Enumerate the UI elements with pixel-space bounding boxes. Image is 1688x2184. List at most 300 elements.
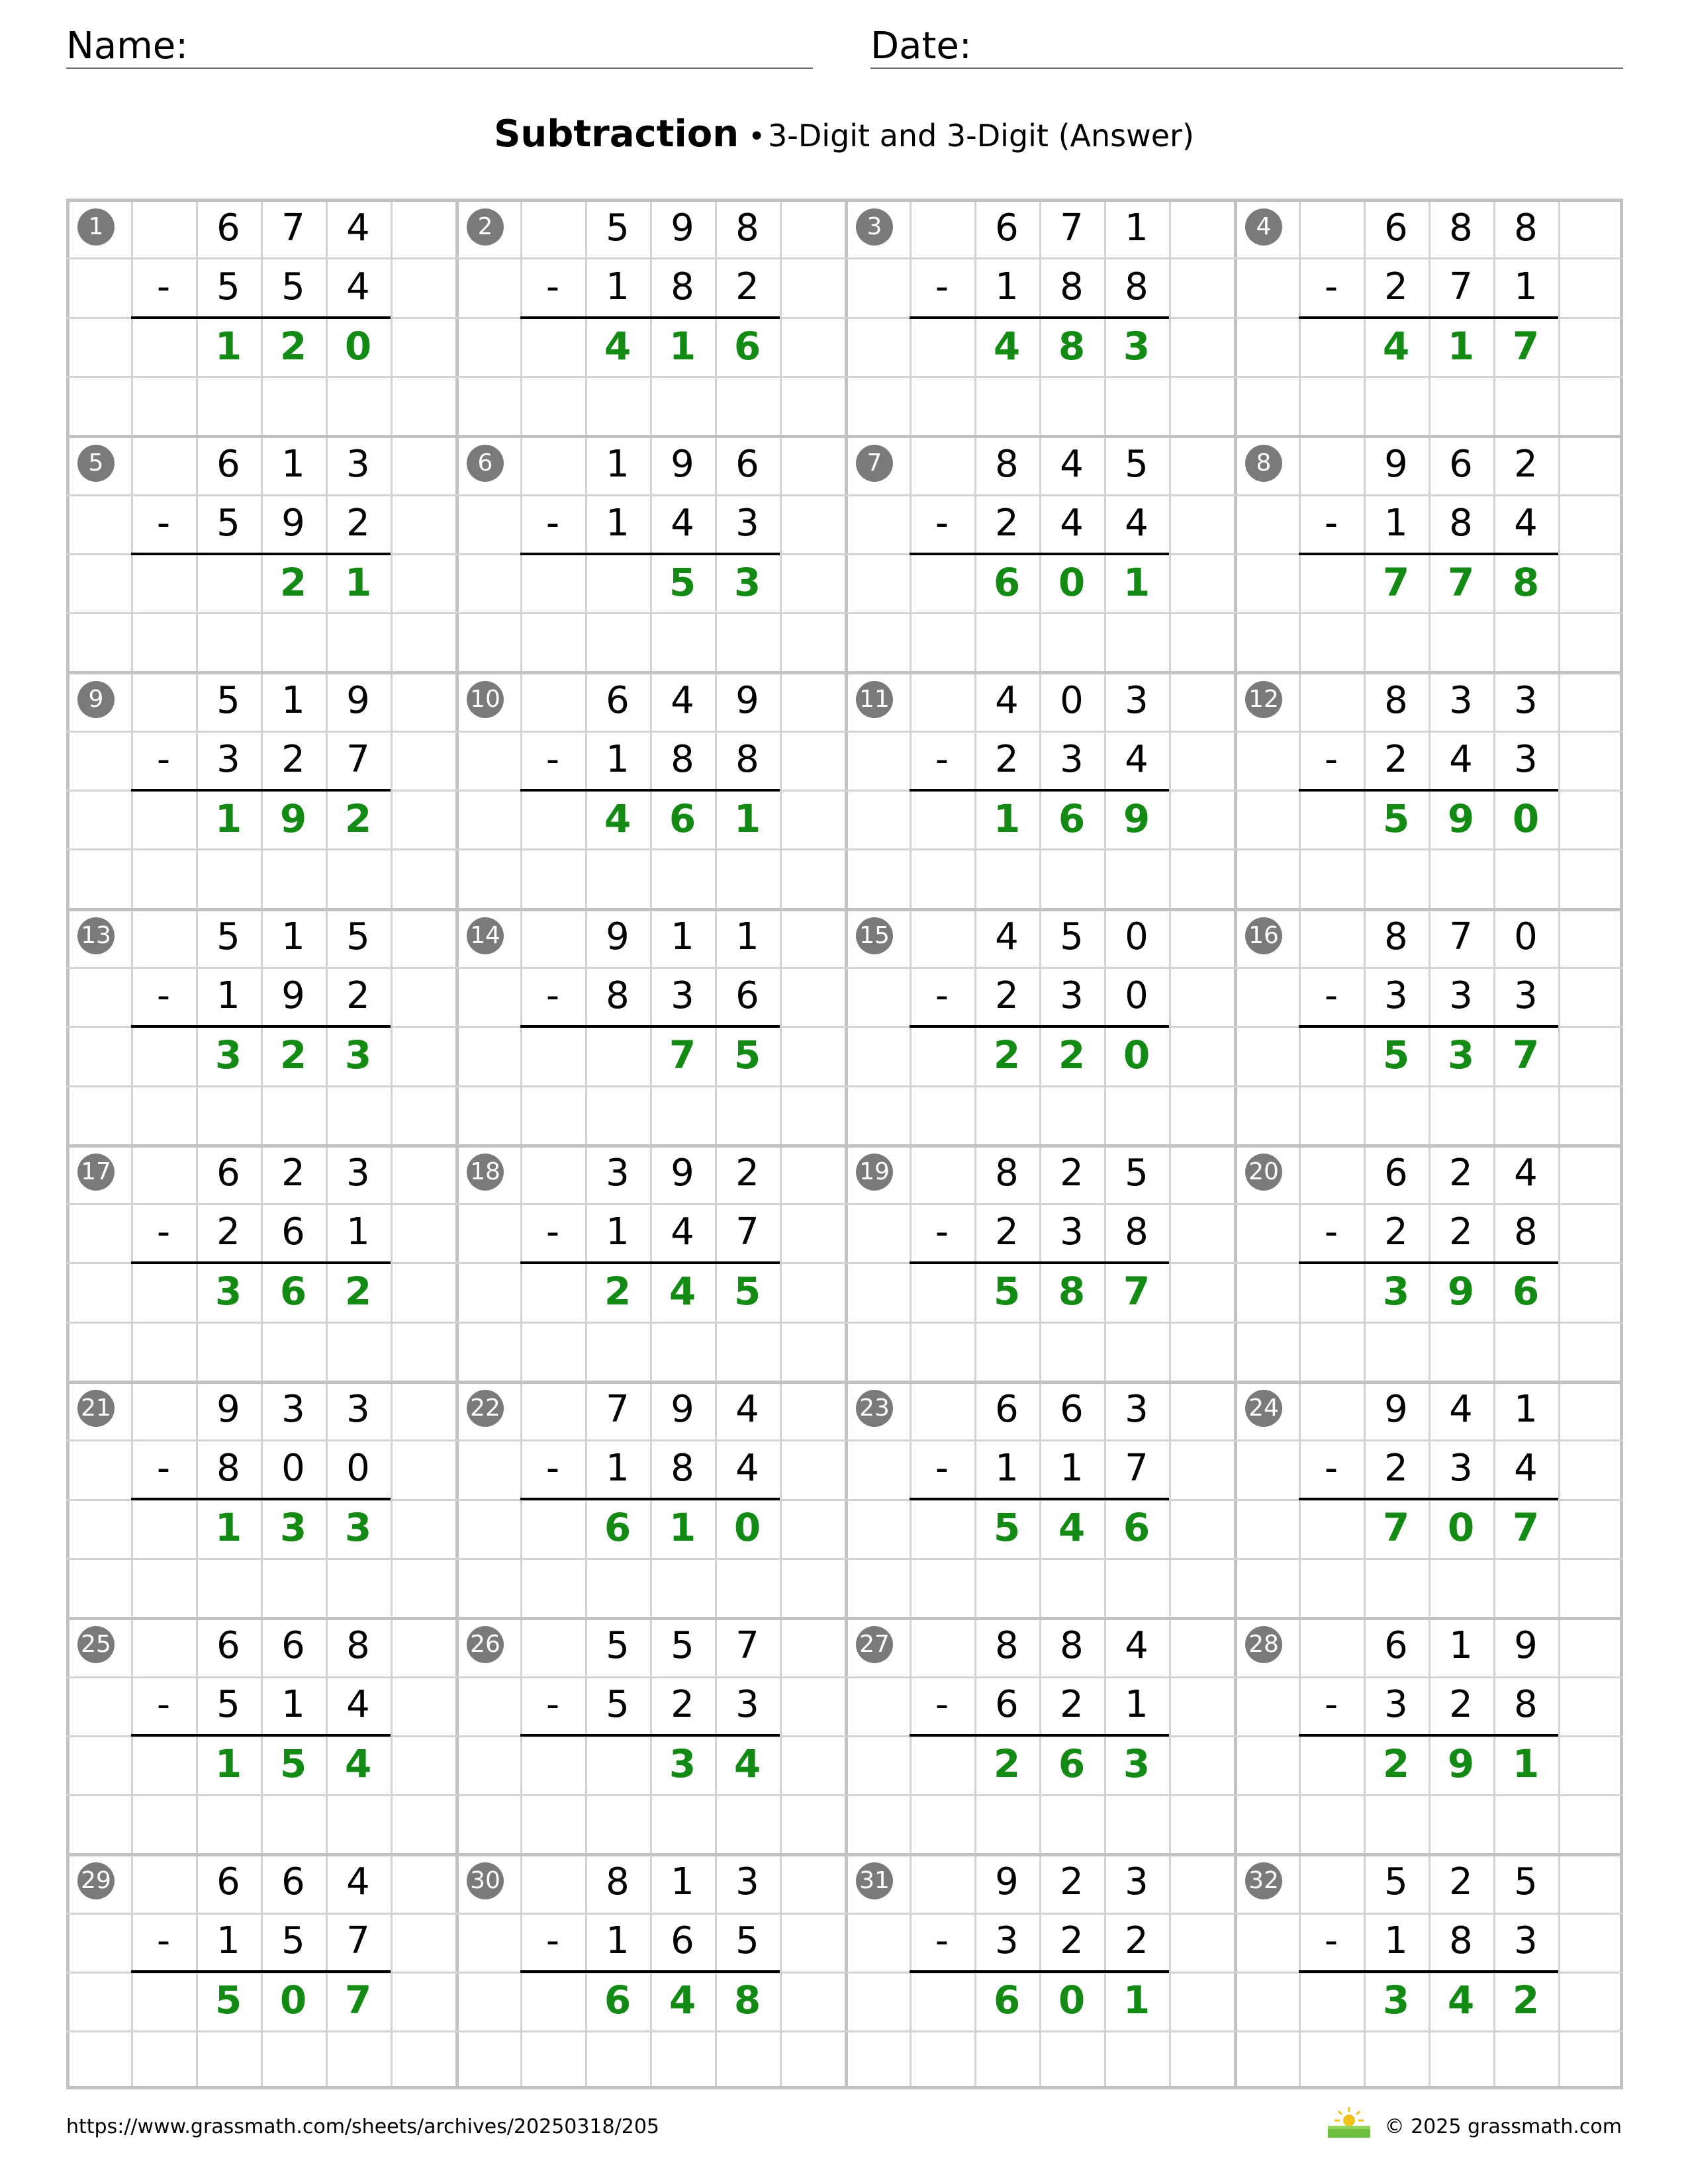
minuend-digit: 5 — [1514, 1860, 1538, 1903]
minuend-digit: 9 — [606, 915, 630, 958]
minus-sign: - — [156, 738, 171, 781]
answer-line — [131, 1498, 391, 1500]
subtrahend-digit: 4 — [346, 265, 370, 308]
subtrahend-digit: 3 — [995, 1919, 1019, 1962]
minuend-digit: 6 — [281, 1624, 305, 1667]
subtrahend-digit: 1 — [606, 1447, 630, 1490]
subtrahend-digit: 1 — [1060, 1447, 1084, 1490]
minuend-digit: 6 — [606, 679, 630, 722]
minuend-digit: 6 — [216, 1624, 240, 1667]
answer-digit[interactable]: 9 — [279, 796, 307, 841]
minuend-digit: 7 — [281, 206, 305, 250]
answer-digit[interactable]: 3 — [1123, 324, 1150, 369]
answer-line — [910, 553, 1169, 555]
answer-line — [1299, 1498, 1558, 1500]
answer-digit[interactable]: 2 — [604, 1269, 632, 1314]
subtrahend-digit: 4 — [671, 1210, 694, 1253]
minus-sign: - — [545, 1210, 560, 1253]
minus-sign: - — [156, 1919, 171, 1962]
answer-digit[interactable]: 7 — [1512, 1032, 1540, 1077]
answer-digit[interactable]: 5 — [214, 1978, 242, 2023]
minuend-digit: 3 — [1125, 1388, 1149, 1431]
name-line[interactable] — [66, 68, 813, 69]
minuend-digit: 9 — [216, 1388, 240, 1431]
minuend-digit: 2 — [1514, 443, 1538, 486]
minuend-digit: 2 — [1449, 1860, 1473, 1903]
minuend-digit: 1 — [281, 679, 305, 722]
minus-sign: - — [935, 738, 949, 781]
problem-2 — [455, 199, 845, 435]
answer-digit[interactable]: 8 — [1512, 560, 1540, 605]
subtrahend-digit: 6 — [281, 1210, 305, 1253]
minuend-digit: 4 — [346, 1860, 370, 1903]
answer-digit[interactable]: 3 — [1447, 1032, 1475, 1077]
minuend-digit: 6 — [1384, 1624, 1408, 1667]
subtrahend-digit: 1 — [606, 502, 630, 545]
answer-digit[interactable]: 5 — [1382, 796, 1410, 841]
answer-digit[interactable]: 0 — [1123, 1032, 1150, 1077]
answer-digit[interactable]: 1 — [344, 560, 372, 605]
minus-sign: - — [1324, 974, 1338, 1017]
answer-digit[interactable]: 5 — [1382, 1032, 1410, 1077]
problem-number-badge: 29 — [77, 1862, 115, 1899]
subtrahend-digit: 8 — [1514, 1683, 1538, 1726]
answer-digit[interactable]: 1 — [1123, 1978, 1150, 2023]
answer-digit[interactable]: 3 — [214, 1269, 242, 1314]
answer-digit[interactable]: 1 — [1447, 324, 1475, 369]
minus-sign: - — [156, 974, 171, 1017]
problem-number-badge: 26 — [467, 1626, 504, 1663]
minuend-digit: 2 — [735, 1152, 759, 1195]
answer-digit[interactable]: 4 — [669, 1269, 696, 1314]
answer-digit[interactable]: 4 — [604, 324, 632, 369]
minus-sign: - — [935, 1210, 949, 1253]
title-bullet: • — [748, 120, 766, 154]
answer-line — [1299, 1734, 1558, 1737]
problem-number-badge: 1 — [77, 208, 115, 246]
minus-sign: - — [1324, 1683, 1338, 1726]
answer-digit[interactable]: 4 — [669, 1978, 696, 2023]
problem-number-badge: 17 — [77, 1154, 115, 1191]
minuend-digit: 4 — [346, 206, 370, 250]
subtrahend-digit: 2 — [346, 974, 370, 1017]
subtrahend-digit: 4 — [1514, 1447, 1538, 1490]
answer-digit[interactable]: 0 — [1447, 1505, 1475, 1550]
answer-digit[interactable]: 3 — [214, 1032, 242, 1077]
minuend-digit: 1 — [1514, 1388, 1538, 1431]
minuend-digit: 0 — [1125, 915, 1149, 958]
subtrahend-digit: 5 — [216, 265, 240, 308]
minuend-digit: 7 — [1449, 915, 1473, 958]
grass-sun-logo-icon — [1324, 2106, 1374, 2139]
subtrahend-digit: 4 — [346, 1683, 370, 1726]
answer-digit[interactable]: 5 — [733, 1269, 761, 1314]
minuend-digit: 4 — [1060, 443, 1084, 486]
minuend-digit: 8 — [1514, 206, 1538, 250]
answer-digit[interactable]: 3 — [1382, 1978, 1410, 2023]
minuend-digit: 7 — [1060, 206, 1084, 250]
problem-22 — [455, 1380, 845, 1616]
answer-digit[interactable]: 2 — [279, 1032, 307, 1077]
subtrahend-digit: 3 — [735, 1683, 759, 1726]
minuend-digit: 1 — [671, 1860, 694, 1903]
problem-29 — [66, 1852, 455, 2089]
answer-line — [1299, 1970, 1558, 1973]
subtrahend-digit: 5 — [606, 1683, 630, 1726]
minuend-digit: 8 — [606, 1860, 630, 1903]
answer-line — [520, 553, 780, 555]
answer-digit[interactable]: 7 — [1382, 560, 1410, 605]
minuend-digit: 1 — [735, 915, 759, 958]
minuend-digit: 6 — [216, 1860, 240, 1903]
title-subtitle: 3-Digit and 3-Digit (Answer) — [768, 118, 1194, 154]
subtrahend-digit: 8 — [671, 1447, 694, 1490]
minuend-digit: 6 — [735, 443, 759, 486]
minuend-digit: 9 — [671, 1152, 694, 1195]
problem-12 — [1234, 671, 1623, 907]
minuend-digit: 7 — [735, 1624, 759, 1667]
subtrahend-digit: 7 — [346, 738, 370, 781]
answer-digit[interactable]: 0 — [733, 1505, 761, 1550]
page-title — [0, 113, 1688, 156]
answer-digit[interactable]: 3 — [344, 1505, 372, 1550]
minuend-digit: 5 — [216, 915, 240, 958]
minuend-digit: 3 — [1125, 679, 1149, 722]
answer-digit[interactable]: 1 — [1512, 1741, 1540, 1786]
minuend-digit: 3 — [1514, 679, 1538, 722]
answer-digit[interactable] — [585, 1735, 650, 1794]
problem-27 — [845, 1616, 1234, 1852]
answer-digit[interactable]: 6 — [993, 1978, 1021, 2023]
minuend-digit: 8 — [735, 206, 759, 250]
subtrahend-digit: 6 — [995, 1683, 1019, 1726]
problem-16 — [1234, 907, 1623, 1144]
problem-32 — [1234, 1852, 1623, 2089]
subtrahend-digit: 1 — [606, 1210, 630, 1253]
minuend-digit: 4 — [671, 679, 694, 722]
answer-digit[interactable]: 1 — [214, 1505, 242, 1550]
answer-digit[interactable]: 0 — [1058, 1978, 1086, 2023]
problem-10 — [455, 671, 845, 907]
footer-url[interactable]: https://www.grassmath.com/sheets/archives/20250318/205 — [66, 2115, 660, 2138]
answer-digit[interactable]: 6 — [1123, 1505, 1150, 1550]
subtrahend-digit: 3 — [1514, 738, 1538, 781]
minus-sign: - — [935, 265, 949, 308]
problem-17 — [66, 1144, 455, 1380]
minuend-digit: 5 — [1384, 1860, 1408, 1903]
answer-digit[interactable]: 2 — [1512, 1978, 1540, 2023]
minuend-digit: 2 — [1449, 1152, 1473, 1195]
answer-digit[interactable]: 0 — [279, 1978, 307, 2023]
problem-15 — [845, 907, 1234, 1144]
minus-sign: - — [1324, 265, 1338, 308]
problem-number-badge: 31 — [856, 1862, 893, 1899]
minuend-digit: 5 — [671, 1624, 694, 1667]
subtrahend-digit: 4 — [1449, 738, 1473, 781]
minuend-digit: 2 — [281, 1152, 305, 1195]
problem-24 — [1234, 1380, 1623, 1616]
subtrahend-digit: 1 — [216, 974, 240, 1017]
minuend-digit: 5 — [606, 1624, 630, 1667]
answer-digit[interactable]: 0 — [344, 324, 372, 369]
date-line[interactable] — [870, 68, 1623, 69]
problem-9 — [66, 671, 455, 907]
subtrahend-digit: 7 — [346, 1919, 370, 1962]
subtrahend-digit: 2 — [346, 502, 370, 545]
problem-number-badge: 8 — [1245, 445, 1282, 482]
subtrahend-digit: 1 — [1514, 265, 1538, 308]
minus-sign: - — [545, 265, 560, 308]
answer-digit[interactable]: 7 — [1447, 560, 1475, 605]
answer-digit[interactable]: 6 — [669, 796, 696, 841]
minuend-digit: 8 — [346, 1624, 370, 1667]
minus-sign: - — [935, 974, 949, 1017]
minuend-digit: 2 — [1060, 1860, 1084, 1903]
subtrahend-digit: 9 — [281, 974, 305, 1017]
minuend-digit: 5 — [606, 206, 630, 250]
subtrahend-digit: 3 — [1514, 1919, 1538, 1962]
subtrahend-digit: 2 — [995, 738, 1019, 781]
subtrahend-digit: 1 — [281, 1683, 305, 1726]
subtrahend-digit: 4 — [1514, 502, 1538, 545]
subtrahend-digit: 2 — [1125, 1919, 1149, 1962]
answer-digit[interactable]: 4 — [1058, 1505, 1086, 1550]
answer-digit[interactable]: 7 — [1382, 1505, 1410, 1550]
minuend-digit: 5 — [216, 679, 240, 722]
minuend-digit: 8 — [995, 1152, 1019, 1195]
date-label: Date: — [870, 24, 972, 68]
answer-digit[interactable]: 5 — [993, 1269, 1021, 1314]
answer-digit[interactable]: 2 — [344, 796, 372, 841]
minuend-digit: 1 — [281, 915, 305, 958]
answer-digit[interactable]: 1 — [993, 796, 1021, 841]
minuend-digit: 9 — [735, 679, 759, 722]
answer-digit[interactable]: 5 — [669, 560, 696, 605]
answer-digit[interactable]: 0 — [1512, 796, 1540, 841]
answer-digit[interactable]: 9 — [1447, 1741, 1475, 1786]
subtrahend-digit: 7 — [1449, 265, 1473, 308]
answer-line — [1299, 1025, 1558, 1028]
answer-digit[interactable]: 2 — [1058, 1032, 1086, 1077]
minuend-digit: 9 — [995, 1860, 1019, 1903]
answer-digit[interactable]: 2 — [344, 1269, 372, 1314]
subtrahend-digit: 4 — [735, 1447, 759, 1490]
answer-digit[interactable] — [196, 553, 261, 612]
answer-digit[interactable]: 4 — [993, 324, 1021, 369]
answer-digit[interactable]: 1 — [214, 324, 242, 369]
minus-sign: - — [156, 1683, 171, 1726]
problem-31 — [845, 1852, 1234, 2089]
minuend-digit: 6 — [281, 1860, 305, 1903]
subtrahend-digit: 2 — [1384, 1447, 1408, 1490]
subtrahend-digit: 9 — [281, 502, 305, 545]
answer-line — [131, 553, 391, 555]
answer-digit[interactable]: 6 — [1512, 1269, 1540, 1314]
answer-digit[interactable]: 0 — [1058, 560, 1086, 605]
answer-digit[interactable] — [585, 553, 650, 612]
answer-digit[interactable]: 7 — [669, 1032, 696, 1077]
minuend-digit: 1 — [1125, 206, 1149, 250]
answer-digit[interactable]: 3 — [1382, 1269, 1410, 1314]
minuend-digit: 1 — [1449, 1624, 1473, 1667]
minuend-digit: 7 — [606, 1388, 630, 1431]
minus-sign: - — [156, 502, 171, 545]
subtrahend-digit: 6 — [735, 974, 759, 1017]
subtrahend-digit: 3 — [735, 502, 759, 545]
problem-30 — [455, 1852, 845, 2089]
answer-digit[interactable]: 9 — [1123, 796, 1150, 841]
problem-number-badge: 9 — [77, 681, 115, 718]
answer-digit[interactable]: 8 — [1058, 324, 1086, 369]
answer-digit[interactable]: 4 — [733, 1741, 761, 1786]
minuend-digit: 8 — [1449, 206, 1473, 250]
minuend-digit: 8 — [1384, 679, 1408, 722]
minuend-digit: 6 — [216, 206, 240, 250]
answer-digit[interactable]: 4 — [344, 1741, 372, 1786]
answer-digit[interactable]: 7 — [1123, 1269, 1150, 1314]
problem-5 — [66, 435, 455, 671]
subtrahend-digit: 3 — [216, 738, 240, 781]
subtrahend-digit: 3 — [1449, 1447, 1473, 1490]
subtrahend-digit: 2 — [1384, 738, 1408, 781]
minuend-digit: 5 — [1060, 915, 1084, 958]
answer-digit[interactable]: 3 — [279, 1505, 307, 1550]
answer-line — [520, 1970, 780, 1973]
answer-digit[interactable]: 5 — [993, 1505, 1021, 1550]
answer-digit[interactable]: 2 — [279, 560, 307, 605]
minus-sign: - — [1324, 1447, 1338, 1490]
answer-digit[interactable]: 3 — [669, 1741, 696, 1786]
answer-line — [910, 1025, 1169, 1028]
subtrahend-digit: 8 — [216, 1447, 240, 1490]
answer-line — [910, 316, 1169, 319]
answer-digit[interactable]: 7 — [1512, 1505, 1540, 1550]
minuend-digit: 5 — [346, 915, 370, 958]
answer-digit[interactable]: 2 — [279, 324, 307, 369]
subtrahend-digit: 1 — [1125, 1683, 1149, 1726]
minuend-digit: 9 — [1384, 443, 1408, 486]
answer-digit[interactable]: 6 — [993, 560, 1021, 605]
subtrahend-digit: 2 — [281, 738, 305, 781]
answer-digit[interactable]: 9 — [1447, 1269, 1475, 1314]
answer-digit[interactable]: 6 — [1058, 796, 1086, 841]
answer-digit[interactable]: 3 — [1123, 1741, 1150, 1786]
answer-digit[interactable]: 6 — [733, 324, 761, 369]
answer-digit[interactable]: 1 — [214, 796, 242, 841]
subtrahend-digit: 1 — [1384, 502, 1408, 545]
subtrahend-digit: 6 — [671, 1919, 694, 1962]
answer-digit[interactable]: 6 — [279, 1269, 307, 1314]
minus-sign: - — [545, 502, 560, 545]
answer-digit[interactable]: 7 — [344, 1978, 372, 2023]
answer-digit[interactable]: 5 — [279, 1741, 307, 1786]
minuend-digit: 8 — [995, 443, 1019, 486]
minus-sign: - — [1324, 1210, 1338, 1253]
problem-number-badge: 4 — [1245, 208, 1282, 246]
minuend-digit: 3 — [1449, 679, 1473, 722]
answer-line — [520, 1025, 780, 1028]
minus-sign: - — [1324, 738, 1338, 781]
minuend-digit: 6 — [216, 1152, 240, 1195]
answer-digit[interactable]: 1 — [669, 1505, 696, 1550]
answer-digit[interactable]: 8 — [1058, 1269, 1086, 1314]
answer-line — [131, 1261, 391, 1264]
answer-digit[interactable]: 4 — [1447, 1978, 1475, 2023]
answer-digit[interactable]: 4 — [604, 796, 632, 841]
subtrahend-digit: 8 — [606, 974, 630, 1017]
problem-number-badge: 3 — [856, 208, 893, 246]
minuend-digit: 1 — [671, 915, 694, 958]
minus-sign: - — [545, 1919, 560, 1962]
answer-digit[interactable]: 6 — [604, 1978, 632, 2023]
answer-digit[interactable]: 8 — [733, 1978, 761, 2023]
problem-7 — [845, 435, 1234, 671]
answer-line — [1299, 789, 1558, 792]
answer-digit[interactable]: 1 — [733, 796, 761, 841]
answer-line — [520, 316, 780, 319]
problem-1 — [66, 199, 455, 435]
minus-sign: - — [156, 1447, 171, 1490]
answer-digit[interactable]: 1 — [1123, 560, 1150, 605]
problem-23 — [845, 1380, 1234, 1616]
minus-sign: - — [1324, 502, 1338, 545]
answer-line — [520, 789, 780, 792]
answer-digit[interactable]: 1 — [214, 1741, 242, 1786]
minuend-digit: 6 — [995, 206, 1019, 250]
answer-digit[interactable]: 5 — [733, 1032, 761, 1077]
minuend-digit: 4 — [995, 679, 1019, 722]
answer-digit[interactable]: 3 — [733, 560, 761, 605]
minus-sign: - — [935, 1447, 949, 1490]
subtrahend-digit: 1 — [606, 1919, 630, 1962]
answer-line — [910, 789, 1169, 792]
problem-number-badge: 22 — [467, 1390, 504, 1427]
problem-number-badge: 28 — [1245, 1626, 1282, 1663]
answer-digit[interactable] — [585, 1026, 650, 1085]
problem-18 — [455, 1144, 845, 1380]
subtrahend-digit: 8 — [671, 738, 694, 781]
subtrahend-digit: 4 — [1125, 502, 1149, 545]
problem-number-badge: 5 — [77, 445, 115, 482]
answer-line — [131, 1734, 391, 1737]
minuend-digit: 1 — [281, 443, 305, 486]
answer-line — [910, 1498, 1169, 1500]
subtrahend-digit: 8 — [1449, 502, 1473, 545]
subtrahend-digit: 3 — [671, 974, 694, 1017]
answer-digit[interactable]: 2 — [993, 1741, 1021, 1786]
answer-digit[interactable]: 1 — [669, 324, 696, 369]
answer-digit[interactable]: 2 — [993, 1032, 1021, 1077]
answer-digit[interactable]: 9 — [1447, 796, 1475, 841]
answer-line — [910, 1261, 1169, 1264]
answer-digit[interactable]: 6 — [604, 1505, 632, 1550]
problem-number-badge: 20 — [1245, 1154, 1282, 1191]
minus-sign: - — [935, 1683, 949, 1726]
problem-number-badge: 32 — [1245, 1862, 1282, 1899]
answer-digit[interactable]: 6 — [1058, 1741, 1086, 1786]
answer-digit[interactable]: 4 — [1382, 324, 1410, 369]
subtrahend-digit: 4 — [1125, 738, 1149, 781]
minuend-digit: 8 — [995, 1624, 1019, 1667]
answer-digit[interactable]: 7 — [1512, 324, 1540, 369]
answer-line — [520, 1261, 780, 1264]
subtrahend-digit: 0 — [346, 1447, 370, 1490]
answer-digit[interactable]: 3 — [344, 1032, 372, 1077]
subtrahend-digit: 2 — [1060, 1683, 1084, 1726]
answer-digit[interactable]: 2 — [1382, 1741, 1410, 1786]
minuend-digit: 3 — [1125, 1860, 1149, 1903]
subtrahend-digit: 0 — [281, 1447, 305, 1490]
